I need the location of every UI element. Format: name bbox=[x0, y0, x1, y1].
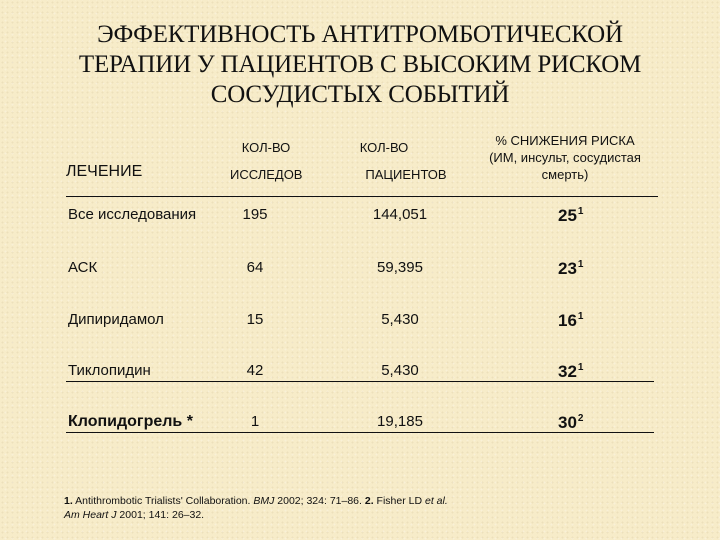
ref-text-2b: 2001; 141: 26–32. bbox=[116, 509, 205, 521]
references-footnote bbox=[64, 494, 524, 522]
header-risk-line1: % СНИЖЕНИЯ РИСКА bbox=[495, 133, 635, 148]
header-studies-line2: ИССЛЕДОВ bbox=[230, 167, 303, 182]
row-treatment: Клопидогрель * bbox=[68, 413, 193, 430]
row-treatment: Тиклопидин bbox=[68, 362, 151, 379]
title-line-1: ЭФФЕКТИВНОСТЬ АНТИТРОМБОТИЧЕСКОЙ bbox=[97, 21, 623, 48]
ref-number-1: 1. bbox=[64, 495, 73, 507]
header-divider bbox=[66, 196, 658, 197]
table-row bbox=[0, 259, 720, 289]
row-reduction: $16^1$ bbox=[558, 311, 584, 330]
header-risk-line2: (ИМ, инсульт, сосудистая bbox=[489, 150, 641, 165]
ref-journal-1: BMJ bbox=[253, 495, 275, 507]
ref-text-2: Fisher LD bbox=[373, 495, 425, 507]
slide-title bbox=[0, 20, 720, 110]
row-studies: 64 bbox=[246, 259, 264, 276]
header-patients-line2: ПАЦИЕНТОВ bbox=[365, 167, 447, 182]
row-ref: 2 bbox=[577, 413, 584, 424]
row-patients: 59,395 bbox=[377, 259, 423, 276]
ref-text-1: Antithrombotic Trialists' Collaboration. bbox=[72, 495, 254, 507]
row-divider bbox=[66, 432, 654, 433]
row-patients: 5,430 bbox=[381, 311, 419, 328]
row-treatment: Все исследования bbox=[68, 206, 197, 223]
ref-journal-2: Am Heart J bbox=[64, 509, 117, 521]
table-row bbox=[0, 413, 720, 443]
row-reduction: $30^2$ bbox=[558, 413, 584, 432]
ref-etal: et al. bbox=[424, 495, 448, 507]
row-studies: 15 bbox=[246, 311, 264, 328]
header-patients-line1: КОЛ-ВО bbox=[359, 140, 409, 155]
row-treatment: Дипиридамол bbox=[68, 311, 164, 328]
header-risk-reduction bbox=[470, 132, 660, 183]
row-studies: 1 bbox=[250, 413, 260, 430]
row-studies: 195 bbox=[242, 206, 268, 223]
row-treatment: АСК bbox=[68, 259, 98, 276]
row-reduction: $32^1$ bbox=[558, 362, 584, 381]
title-line-2: ТЕРАПИИ У ПАЦИЕНТОВ С ВЫСОКИМ РИСКОМ bbox=[78, 51, 642, 78]
table-row bbox=[0, 311, 720, 341]
header-studies-line1: КОЛ-ВО bbox=[241, 140, 291, 155]
row-ref: 1 bbox=[577, 206, 584, 217]
row-ref: 1 bbox=[577, 362, 584, 373]
row-studies: 42 bbox=[246, 362, 264, 379]
row-patients: 19,185 bbox=[377, 413, 423, 430]
row-reduction: $23^1$ bbox=[558, 259, 584, 278]
title-line-3: СОСУДИСТЫХ СОБЫТИЙ bbox=[210, 81, 510, 108]
row-ref: 1 bbox=[577, 259, 584, 270]
table-row bbox=[0, 206, 720, 236]
row-patients: 144,051 bbox=[372, 206, 428, 223]
header-treatment: ЛЕЧЕНИЕ bbox=[66, 163, 143, 180]
ref-text-1b: 2002; 324: 71–86. bbox=[274, 495, 365, 507]
row-divider bbox=[66, 381, 654, 382]
row-patients: 5,430 bbox=[381, 362, 419, 379]
header-risk-line3: смерть) bbox=[541, 167, 589, 182]
table-row bbox=[0, 362, 720, 392]
row-reduction: $25^1$ bbox=[558, 206, 584, 225]
ref-number-2: 2. bbox=[364, 495, 374, 507]
row-ref: 1 bbox=[577, 311, 584, 322]
